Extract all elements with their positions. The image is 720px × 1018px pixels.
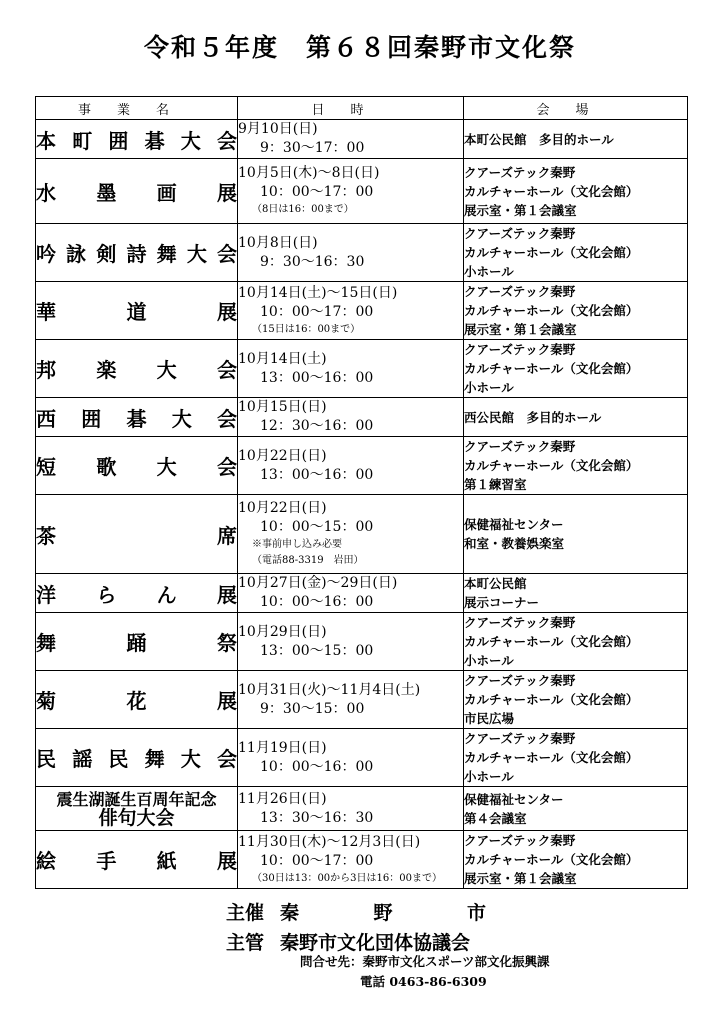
sponsor-label: 主催 xyxy=(226,902,265,924)
event-name xyxy=(36,729,238,787)
event-venue xyxy=(464,495,688,574)
event-time: 9：30〜15：00 xyxy=(260,700,365,717)
table-row xyxy=(36,159,688,224)
header-name: 事業名 xyxy=(36,97,238,120)
venue-line: 和室・教養娯楽室 xyxy=(464,536,565,551)
event-name xyxy=(36,613,238,671)
event-venue xyxy=(464,831,688,889)
event-datetime xyxy=(238,671,464,729)
sponsor-name: 秦野市 xyxy=(280,902,487,924)
table-row xyxy=(36,787,688,831)
table-header-row xyxy=(36,97,688,120)
event-name xyxy=(36,340,238,398)
schedule-table xyxy=(35,96,688,889)
event-venue xyxy=(464,282,688,340)
table-row xyxy=(36,729,688,787)
venue-line: 展示コーナー xyxy=(464,595,540,610)
venue-line: 小ホール xyxy=(464,653,514,668)
venue-line: 小ホール xyxy=(464,380,514,395)
event-name xyxy=(36,398,238,437)
event-time: 10：00〜17：00 xyxy=(260,852,374,869)
event-note: ※事前申し込み必要 xyxy=(252,539,342,550)
event-datetime xyxy=(238,495,464,574)
venue-line: クアーズテック秦野 xyxy=(464,833,576,848)
event-time: 9：30〜17：00 xyxy=(260,140,365,156)
event-date: 10月14日(土)〜15日(日) xyxy=(238,284,398,301)
event-date: 10月22日(日) xyxy=(238,447,327,464)
organizer xyxy=(226,928,470,955)
event-venue xyxy=(464,671,688,729)
event-date: 11月19日(日) xyxy=(238,739,327,756)
event-venue xyxy=(464,224,688,282)
event-venue xyxy=(464,437,688,495)
event-time: 10：00〜15：00 xyxy=(260,519,374,535)
venue-line: 第１練習室 xyxy=(464,477,527,492)
event-datetime xyxy=(238,159,464,224)
table-row xyxy=(36,437,688,495)
event-name-text: 舞踊祭 xyxy=(36,631,237,655)
event-datetime xyxy=(238,398,464,437)
venue-line: カルチャーホール（文化会館） xyxy=(464,361,639,376)
venue-line: カルチャーホール（文化会館） xyxy=(464,183,639,199)
event-datetime xyxy=(238,282,464,340)
sponsor xyxy=(226,898,486,925)
venue-line: クアーズテック秦野 xyxy=(464,284,576,299)
event-date: 11月26日(日) xyxy=(238,790,327,807)
venue-line: 第４会議室 xyxy=(464,810,527,826)
event-date: 10月29日(日) xyxy=(238,623,327,640)
event-name-text: 邦楽大会 xyxy=(36,358,237,382)
event-time: 10：00〜16：00 xyxy=(260,594,374,610)
event-name xyxy=(36,120,238,159)
event-note: （30日は13：00から3日は16：00まで） xyxy=(252,872,442,884)
event-name xyxy=(36,574,238,613)
event-name xyxy=(36,437,238,495)
event-date: 10月14日(土) xyxy=(238,350,327,367)
event-name-text: 西囲碁大会 xyxy=(36,406,237,431)
event-name xyxy=(36,831,238,889)
event-venue xyxy=(464,729,688,787)
event-name xyxy=(36,159,238,224)
event-name-text: 洋らん展 xyxy=(36,582,237,607)
event-venue xyxy=(464,120,688,159)
organizer-name: 秦野市文化団体協議会 xyxy=(280,932,471,954)
venue-line: カルチャーホール（文化会館） xyxy=(464,303,639,318)
table-row xyxy=(36,671,688,729)
table-row xyxy=(36,613,688,671)
event-name-text: 吟詠剣詩舞大会 xyxy=(36,242,237,266)
event-datetime xyxy=(238,224,464,282)
venue-line: 市民広場 xyxy=(464,711,515,726)
event-datetime xyxy=(238,574,464,613)
event-time: 13：00〜16：00 xyxy=(260,369,374,386)
event-datetime xyxy=(238,787,464,831)
contact-phone: 電話 0463-86-6309 xyxy=(360,974,487,989)
event-name-text: 水墨画展 xyxy=(36,180,237,205)
venue-line: クアーズテック秦野 xyxy=(464,164,576,180)
venue-line: クアーズテック秦野 xyxy=(464,226,576,241)
event-date: 9月10日(日) xyxy=(238,121,318,137)
venue-line: 本町公民館 多目的ホール xyxy=(464,131,614,147)
event-datetime xyxy=(238,831,464,889)
table-row xyxy=(36,398,688,437)
venue-line: カルチャーホール（文化会館） xyxy=(464,692,639,707)
header-date: 日時 xyxy=(238,97,464,120)
event-datetime xyxy=(238,120,464,159)
venue-line: カルチャーホール（文化会館） xyxy=(464,458,639,473)
event-venue xyxy=(464,159,688,224)
event-name-text: 本町囲碁大会 xyxy=(36,128,237,153)
venue-line: 展示室・第１会議室 xyxy=(464,322,577,337)
organizer-label: 主管 xyxy=(226,932,265,954)
table-row xyxy=(36,282,688,340)
event-name-text: 絵手紙展 xyxy=(36,849,237,873)
event-name-text: 華道展 xyxy=(36,300,237,324)
event-time: 13：00〜16：00 xyxy=(260,466,374,483)
event-venue xyxy=(464,787,688,831)
venue-line: カルチャーホール（文化会館） xyxy=(464,750,639,765)
event-venue xyxy=(464,574,688,613)
venue-line: クアーズテック秦野 xyxy=(464,615,576,630)
table-row xyxy=(36,831,688,889)
event-name-text: 民謡民舞大会 xyxy=(36,747,237,771)
event-venue xyxy=(464,398,688,437)
page-title: 令和５年度 第６８回秦野市文化祭 xyxy=(143,33,576,62)
venue-line: カルチャーホール（文化会館） xyxy=(464,634,639,649)
event-datetime xyxy=(238,729,464,787)
event-note: （15日は16：00まで） xyxy=(252,323,361,335)
event-date: 10月5日(木)〜8日(日) xyxy=(238,165,380,181)
venue-line: 保健福祉センター xyxy=(464,517,564,532)
table-row xyxy=(36,574,688,613)
event-venue xyxy=(464,340,688,398)
event-name xyxy=(36,787,238,831)
venue-line: 小ホール xyxy=(464,264,514,279)
event-date: 10月27日(金)〜29日(日) xyxy=(238,575,398,591)
table-row xyxy=(36,120,688,159)
venue-line: 保健福祉センター xyxy=(464,791,564,807)
event-time: 12：30〜16：00 xyxy=(260,418,374,434)
event-name-text: 菊花展 xyxy=(36,689,237,713)
event-venue xyxy=(464,613,688,671)
contact-info: 問合せ先：秦野市文化スポーツ部文化振興課 xyxy=(300,954,550,969)
event-note2: （電話88-3319 岩田） xyxy=(252,555,364,566)
event-name-text: 短歌大会 xyxy=(36,455,237,479)
venue-line: 展示室・第１会議室 xyxy=(464,871,577,886)
venue-line: 本町公民館 xyxy=(464,576,527,591)
event-time: 10：00〜17：00 xyxy=(260,303,374,320)
venue-line: カルチャーホール（文化会館） xyxy=(464,245,639,260)
venue-line: 展示室・第１会議室 xyxy=(464,202,577,218)
venue-line: 小ホール xyxy=(464,769,514,784)
event-name xyxy=(36,495,238,574)
table-row xyxy=(36,495,688,574)
event-note: （8日は16：00まで） xyxy=(252,204,354,215)
event-time: 10：00〜17：00 xyxy=(260,184,374,200)
header-venue: 会場 xyxy=(464,97,688,120)
table-row xyxy=(36,340,688,398)
event-date: 11月30日(木)〜12月3日(日) xyxy=(238,833,421,850)
event-name xyxy=(36,671,238,729)
event-date: 10月31日(火)〜11月4日(土) xyxy=(238,681,421,698)
event-datetime xyxy=(238,437,464,495)
event-time: 13：00〜15：00 xyxy=(260,642,374,659)
event-name-text: 茶席 xyxy=(36,523,237,548)
venue-line: クアーズテック秦野 xyxy=(464,439,576,454)
event-date: 10月8日(日) xyxy=(238,234,318,251)
venue-line: クアーズテック秦野 xyxy=(464,731,576,746)
event-time: 10：00〜16：00 xyxy=(260,758,374,775)
event-date: 10月22日(日) xyxy=(238,500,327,516)
event-time: 13：30〜16：30 xyxy=(260,809,374,826)
event-name xyxy=(36,224,238,282)
venue-line: クアーズテック秦野 xyxy=(464,342,576,357)
event-date: 10月15日(日) xyxy=(238,399,327,415)
event-datetime xyxy=(238,340,464,398)
event-name-line2: 俳句大会 xyxy=(98,806,175,829)
event-name xyxy=(36,282,238,340)
venue-line: クアーズテック秦野 xyxy=(464,673,576,688)
table-row xyxy=(36,224,688,282)
event-name-text: 震生湖誕生百周年記念 xyxy=(56,789,217,809)
venue-line: 西公民館 多目的ホール xyxy=(464,409,602,425)
event-time: 9：30〜16：30 xyxy=(260,253,365,270)
venue-line: カルチャーホール（文化会館） xyxy=(464,852,639,867)
event-datetime xyxy=(238,613,464,671)
